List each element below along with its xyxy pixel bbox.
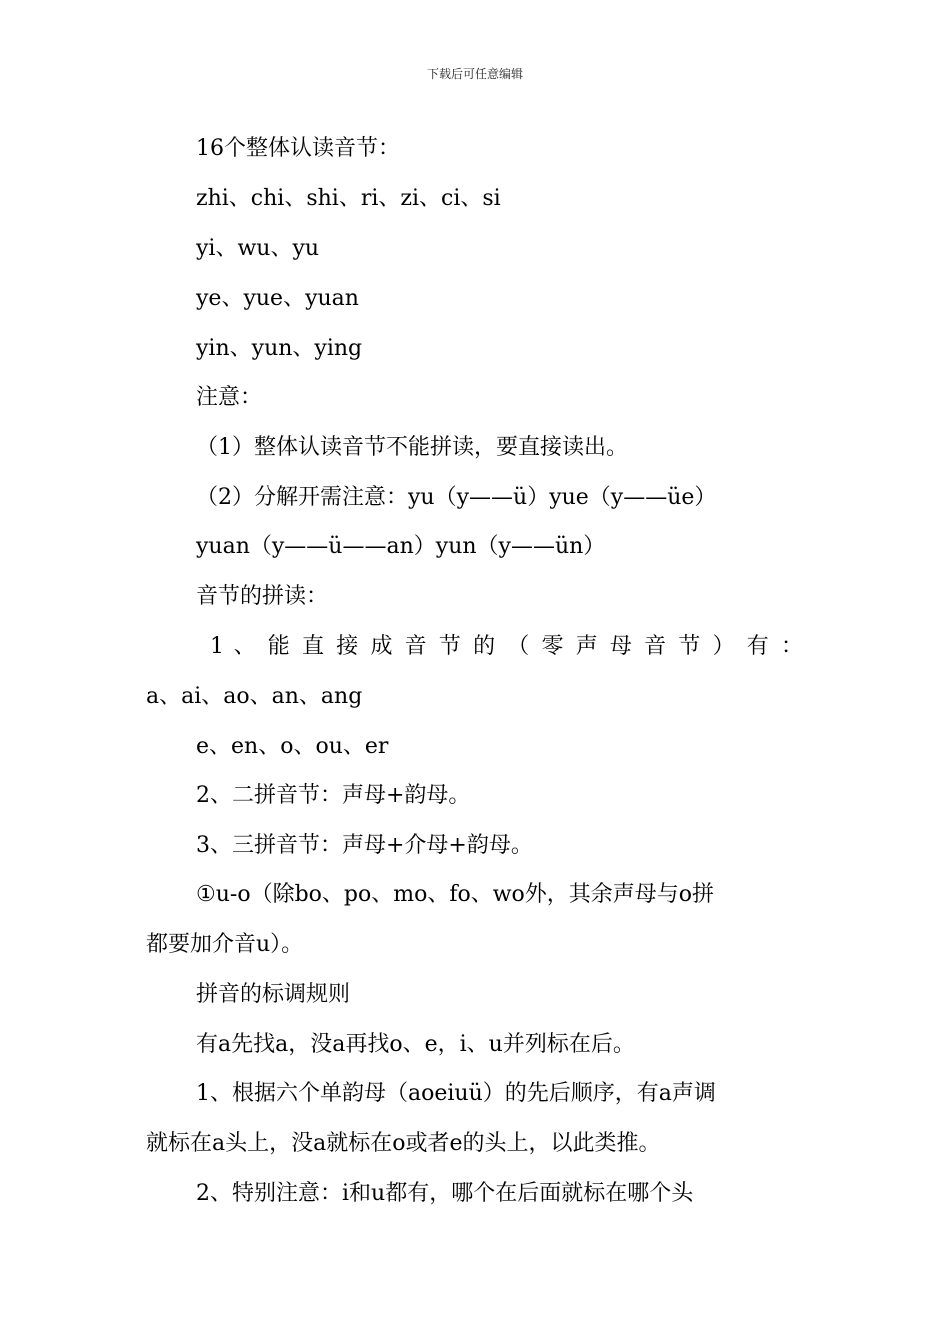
- text-line: ①u-o（除bo、po、mo、fo、wo外，其余声母与o拼: [196, 882, 715, 907]
- text-line: 3、三拼音节：声母+介母+韵母。: [196, 833, 533, 858]
- text-line: yin、yun、ying: [196, 336, 363, 361]
- text-line: 16个整体认读音节：: [196, 136, 400, 161]
- page-header: 下载后可任意编辑: [426, 67, 523, 81]
- text-line: 2、特别注意：i和u都有，哪个在后面就标在哪个头: [196, 1181, 694, 1206]
- text-line: yi、wu、yu: [196, 236, 320, 261]
- text-line: yuan（y——ü——an）yun（y——ün）: [196, 534, 606, 559]
- text-line: 有a先找a，没a再找o、e，i、u并列标在后。: [196, 1032, 635, 1057]
- text-line: ye、yue、yuan: [196, 286, 359, 311]
- text-line: 拼音的标调规则: [196, 982, 351, 1007]
- text-line: 都要加介音u）。: [146, 932, 304, 957]
- text-line: e、en、o、ou、er: [196, 734, 389, 759]
- text-line: （2）分解开需注意：yu（y——ü）yue（y——üe）: [196, 485, 717, 510]
- text-line: 就标在a头上，没a就标在o或者e的头上，以此类推。: [146, 1131, 661, 1156]
- text-line: 1、根据六个单韵母（aoeiuü）的先后顺序，有a声调: [196, 1081, 716, 1106]
- text-line: （1）整体认读音节不能拼读，要直接读出。: [196, 435, 628, 460]
- text-line: a、ai、ao、an、ang: [146, 684, 363, 709]
- text-line: 音节的拼读：: [196, 584, 329, 609]
- text-line: 注意：: [196, 385, 263, 410]
- text-line: 2、二拼音节：声母+韵母。: [196, 783, 471, 808]
- text-line: zhi、chi、shi、ri、zi、ci、si: [196, 186, 501, 211]
- text-line: 1 、 能 直 接 成 音 节 的 （ 零 声 母 音 节 ） 有 ：: [210, 634, 803, 659]
